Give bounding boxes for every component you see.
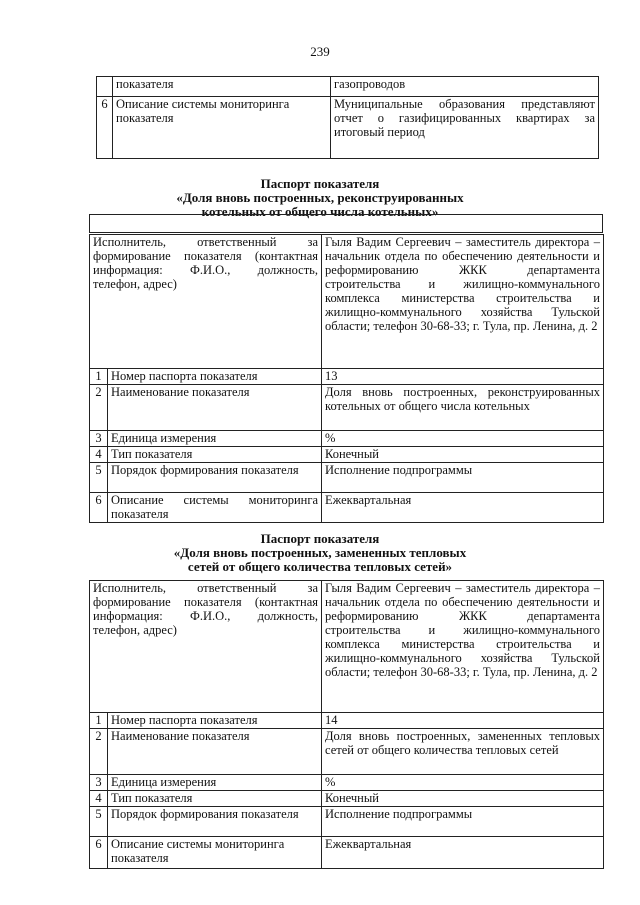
table-row	[90, 369, 604, 385]
table-row	[90, 431, 604, 447]
passport-1-title-line-2: «Доля вновь построенных, реконструированных	[176, 190, 464, 205]
row-value: 14	[322, 713, 604, 729]
row-number: 5	[90, 463, 108, 493]
row-label: Тип показателя	[108, 791, 322, 807]
row-number: 6	[97, 97, 113, 159]
row-label: Номер паспорта показателя	[108, 713, 322, 729]
table-row	[97, 77, 599, 97]
row-number: 6	[90, 837, 108, 869]
row-value: Муниципальные образования представляют отчет о газифицированных квартирах за итоговый период	[331, 97, 599, 159]
row-label: Тип показателя	[108, 447, 322, 463]
executor-row	[90, 581, 604, 713]
row-number: 4	[90, 791, 108, 807]
row-label: Номер паспорта показателя	[108, 369, 322, 385]
table-row	[90, 385, 604, 431]
row-value: Конечный	[322, 791, 604, 807]
passport-1-table	[89, 234, 604, 523]
row-number: 2	[90, 385, 108, 431]
table-row	[90, 775, 604, 791]
table-row	[90, 791, 604, 807]
row-number: 3	[90, 431, 108, 447]
row-label: Наименование показателя	[108, 729, 322, 775]
passport-1-title-line-1: Паспорт показателя	[260, 176, 380, 191]
passport-2-title-line-2: «Доля вновь построенных, замененных тепловых	[173, 545, 467, 560]
row-label: показателя	[113, 77, 331, 97]
row-value: Ежеквартальная	[322, 493, 604, 523]
page-number: 239	[310, 44, 330, 59]
executor-row	[90, 235, 604, 369]
row-value: Исполнение подпрограммы	[322, 807, 604, 837]
row-number: 6	[90, 493, 108, 523]
table-row	[90, 713, 604, 729]
table-row	[90, 807, 604, 837]
row-label: Описание системы мониторинга показателя	[113, 97, 331, 159]
row-number	[97, 77, 113, 97]
row-label: Порядок формирования показателя	[108, 807, 322, 837]
row-number: 3	[90, 775, 108, 791]
row-value: %	[322, 775, 604, 791]
row-label: Единица измерения	[108, 431, 322, 447]
row-number: 1	[90, 369, 108, 385]
row-label: Единица измерения	[108, 775, 322, 791]
row-number: 4	[90, 447, 108, 463]
row-label: Порядок формирования показателя	[108, 463, 322, 493]
row-number: 2	[90, 729, 108, 775]
row-value: %	[322, 431, 604, 447]
passport-1-blank-row	[89, 214, 603, 233]
row-value: Конечный	[322, 447, 604, 463]
executor-label: Исполнитель, ответственный за формирование показателя (контактная информация: Ф.И.О., должность, телефон, адрес)	[90, 235, 322, 369]
row-label: Описание системы мониторинга показателя	[108, 837, 322, 869]
row-value: газопроводов	[331, 77, 599, 97]
table-row	[90, 729, 604, 775]
row-value: 13	[322, 369, 604, 385]
row-number: 1	[90, 713, 108, 729]
passport-2-title-line-3: сетей от общего количества тепловых сетей»	[187, 559, 453, 574]
executor-value: Гыля Вадим Сергеевич – заместитель директора – начальник отдела по обеспечению деятельности и реформированию ЖКК департамента строительства и жилищно-коммунального комплекса министерства строительства и жилищно-коммунального хозяйства Тульской области; телефон 30-68-33; г. Тула, пр. Ленина, д. 2	[322, 235, 604, 369]
executor-label: Исполнитель, ответственный за формирование показателя (контактная информация: Ф.И.О., должность, телефон, адрес)	[90, 581, 322, 713]
executor-value: Гыля Вадим Сергеевич – заместитель директора – начальник отдела по обеспечению деятельности и реформированию ЖКК департамента строительства и жилищно-коммунального комплекса министерства строительства и жилищно-коммунального хозяйства Тульской области; телефон 30-68-33; г. Тула, пр. Ленина, д. 2	[322, 581, 604, 713]
row-value: Ежеквартальная	[322, 837, 604, 869]
table-row	[90, 463, 604, 493]
passport-1-title-line-3: котельных от общего числа котельных»	[201, 204, 439, 219]
row-label: Описание системы мониторинга показателя	[108, 493, 322, 523]
table-row	[97, 97, 599, 159]
continuation-table	[96, 76, 599, 159]
table-row	[90, 493, 604, 523]
passport-2-title-line-1: Паспорт показателя	[260, 531, 380, 546]
table-row	[90, 837, 604, 869]
row-label: Наименование показателя	[108, 385, 322, 431]
row-number: 5	[90, 807, 108, 837]
table-row	[90, 447, 604, 463]
row-value: Исполнение подпрограммы	[322, 463, 604, 493]
row-value: Доля вновь построенных, замененных тепловых сетей от общего количества тепловых сетей	[322, 729, 604, 775]
row-value: Доля вновь построенных, реконструированных котельных от общего числа котельных	[322, 385, 604, 431]
passport-2-table	[89, 580, 604, 869]
